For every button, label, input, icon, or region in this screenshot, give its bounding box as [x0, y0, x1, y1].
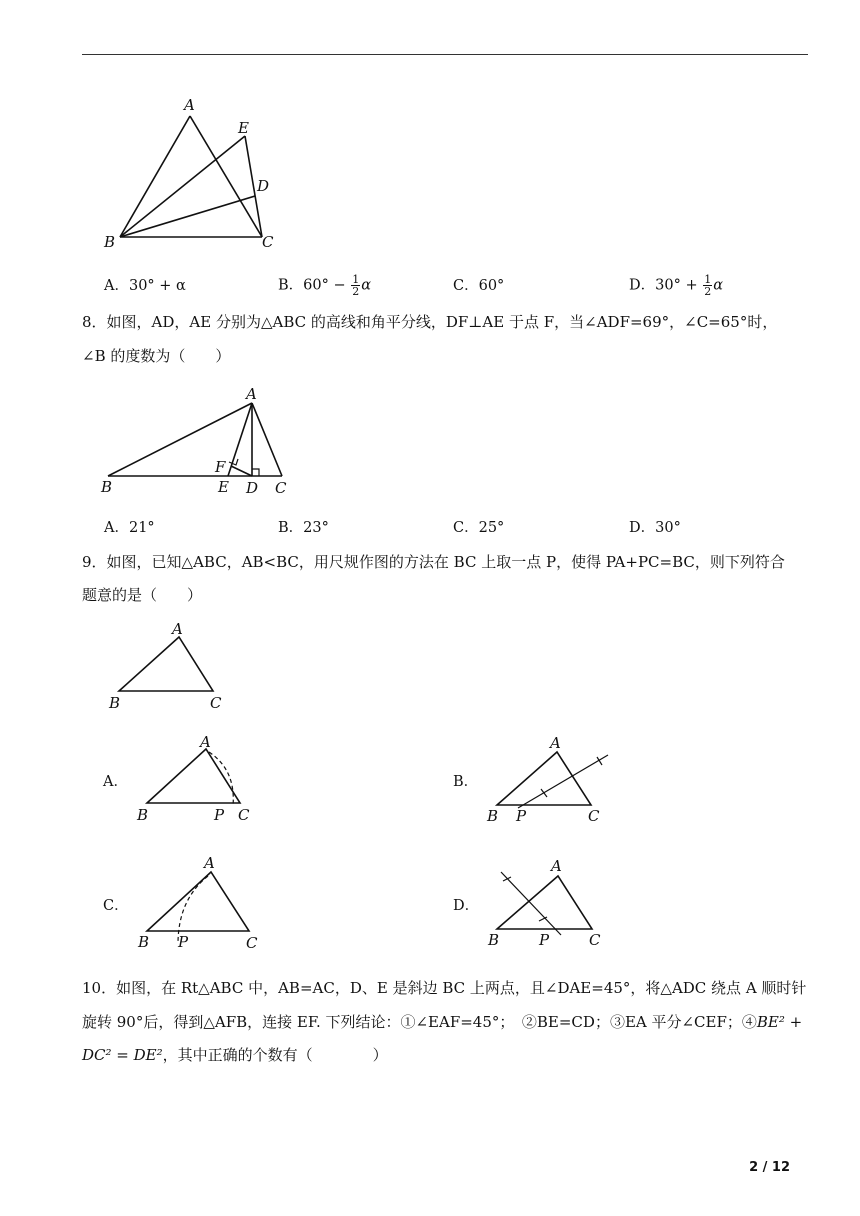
q9-option-a-figure[interactable]	[135, 730, 265, 830]
q9a-label-a: A	[200, 733, 211, 751]
q9d-label-p: P	[539, 931, 550, 949]
q8-label-a: A	[246, 385, 257, 403]
q7-label-c: C	[262, 233, 274, 251]
q8-label-b: B	[101, 478, 113, 496]
page-number: 2 / 12	[749, 1160, 790, 1175]
q8-label-c: C	[275, 479, 287, 497]
q10-stem-line3: DC² = DE²，其中正确的个数有（ ）	[82, 1046, 388, 1064]
q7-option-a[interactable]: A．30° + α	[104, 278, 186, 294]
q9a-label-b: B	[137, 806, 149, 824]
q7-option-d-fraction: $\frac{1}{2}$	[704, 273, 712, 298]
q8-option-c[interactable]: C．25°	[453, 520, 505, 536]
q9b-label-b: B	[487, 807, 499, 825]
q9c-label-c: C	[246, 934, 258, 952]
q9a-label-c: C	[238, 806, 250, 824]
q9c-label-b: B	[138, 933, 150, 951]
q8-label-f: F	[215, 458, 226, 476]
q9-label-b: B	[109, 694, 121, 712]
q9d-label-b: B	[488, 931, 500, 949]
q9d-label-c: C	[589, 931, 601, 949]
q9a-label-p: P	[214, 806, 225, 824]
q9b-label-c: C	[588, 807, 600, 825]
q9-option-d-figure[interactable]	[484, 850, 614, 950]
q7-option-d[interactable]: D．30° + $\frac{1}{2}$ α	[629, 273, 724, 298]
q9-stem-line2: 题意的是（ ）	[82, 586, 203, 604]
q8-label-d: D	[246, 479, 259, 497]
q8-option-d[interactable]: D．30°	[629, 520, 681, 536]
q7-option-b[interactable]: B．60° − $\frac{1}{2}$ α	[278, 273, 372, 298]
q8-figure	[95, 383, 295, 498]
q9-figure	[100, 615, 240, 715]
q10-stem-line2: 旋转 90°后，得到△AFB，连接 EF. 下列结论：①∠EAF=45°； ②BE=CD；③EA 平分∠CEF；④BE² +	[82, 1013, 803, 1031]
q9d-label-a: A	[551, 857, 562, 875]
q9b-label-a: A	[550, 734, 561, 752]
q9c-label-a: A	[204, 854, 215, 872]
q7-label-d: D	[257, 177, 270, 195]
q10-stem-line1: 10．如图，在 Rt△ABC 中，AB=AC，D、E 是斜边 BC 上两点，且∠DAE=45°，将△ADC 绕点 A 顺时针	[82, 979, 807, 997]
q8-stem-line1: 8．如图，AD，AE 分别为△ABC 的高线和角平分线，DF⊥AE 于点 F，当∠ADF=69°，∠C=65°时，	[82, 313, 778, 331]
q7-option-c[interactable]: C．60°	[453, 278, 505, 294]
q8-label-e: E	[218, 478, 229, 496]
q7-figure	[95, 92, 295, 252]
q8-option-b[interactable]: B．23°	[278, 520, 329, 536]
q9-option-a-label[interactable]: A．	[103, 774, 128, 790]
q7-label-e: E	[238, 119, 249, 137]
q9-stem-line1: 9．如图，已知△ABC，AB<BC，用尺规作图的方法在 BC 上取一点 P，使得 PA+PC=BC，则下列符合	[82, 553, 785, 571]
q9-option-b-label[interactable]: B．	[453, 774, 479, 790]
q7-label-a: A	[184, 96, 195, 114]
q9-option-c-label[interactable]: C．	[103, 898, 129, 914]
q9-option-d-label[interactable]: D．	[453, 898, 480, 914]
q8-stem-line2: ∠B 的度数为（ ）	[82, 347, 231, 365]
header-rule	[82, 54, 808, 55]
q9-label-c: C	[210, 694, 222, 712]
q9-option-c-figure[interactable]	[135, 850, 265, 955]
q9-label-a: A	[172, 620, 183, 638]
q9c-label-p: P	[178, 933, 189, 951]
q8-option-a[interactable]: A．21°	[104, 520, 155, 536]
q7-label-b: B	[104, 233, 116, 251]
q7-option-b-fraction: $\frac{1}{2}$	[352, 273, 360, 298]
q9-option-b-figure[interactable]	[484, 730, 614, 830]
q9b-label-p: P	[516, 807, 527, 825]
